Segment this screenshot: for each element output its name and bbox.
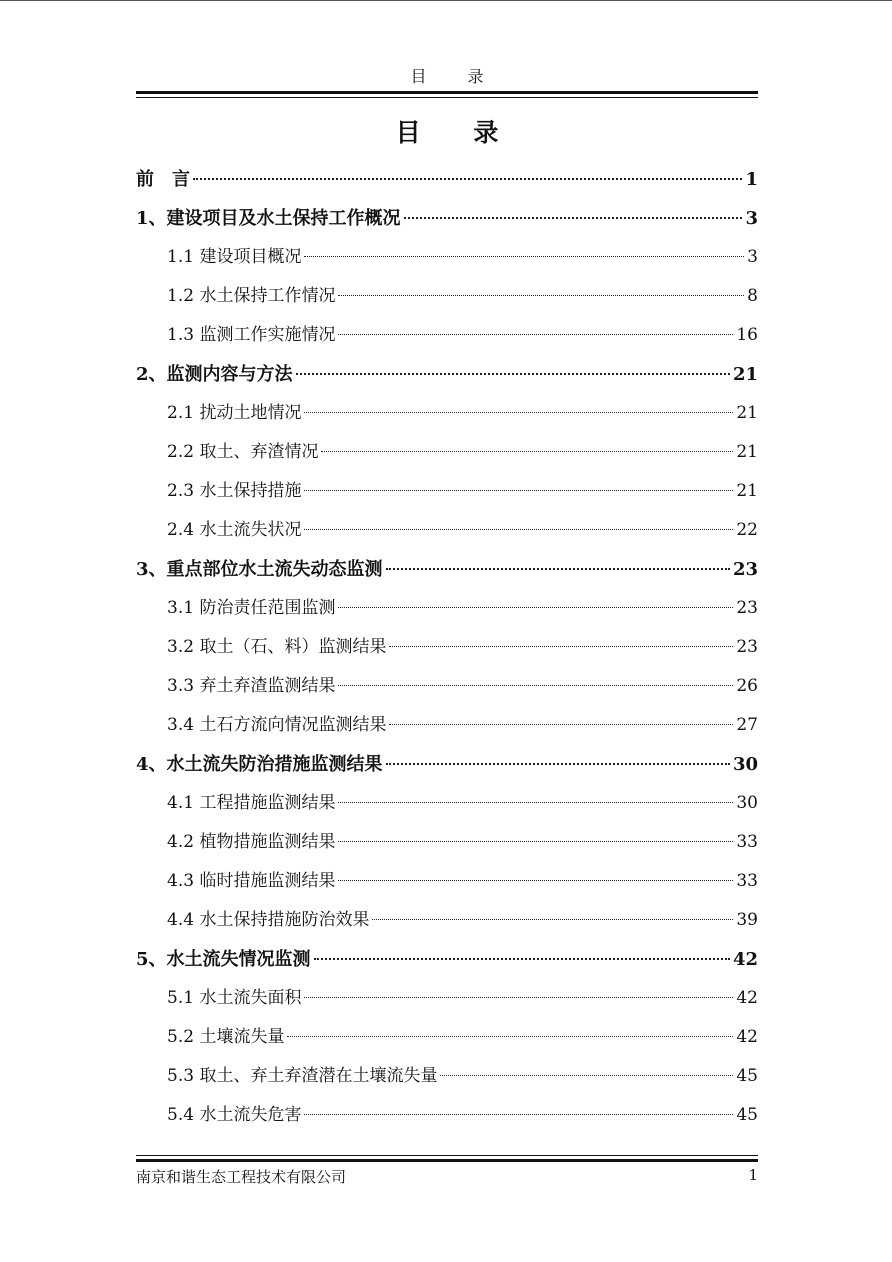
toc-entry-page: 22 (736, 520, 758, 540)
toc-dot-leader (287, 1036, 733, 1037)
toc-entry[interactable] (136, 667, 758, 706)
toc-dot-leader (304, 412, 733, 413)
toc-dot-leader (389, 724, 733, 725)
toc-entry-page: 23 (736, 598, 758, 618)
toc-dot-leader (338, 841, 733, 842)
toc-dot-leader (338, 685, 733, 686)
toc-entry[interactable] (136, 550, 758, 589)
toc-entry-page: 27 (736, 715, 758, 735)
toc-dot-leader (338, 295, 744, 296)
toc-entry-page: 23 (736, 637, 758, 657)
toc-entry-page: 30 (732, 754, 758, 775)
toc-dot-leader (338, 334, 733, 335)
toc-entry[interactable] (136, 394, 758, 433)
footer-rule-thin (136, 1155, 758, 1156)
toc-entry[interactable] (136, 823, 758, 862)
toc-dot-leader (389, 646, 733, 647)
toc-entry-label: 3.2 取土（石、料）监测结果 (167, 637, 387, 657)
toc-entry[interactable] (136, 745, 758, 784)
toc-entry-page: 30 (736, 793, 758, 813)
toc-dot-leader (321, 451, 733, 452)
toc-entry-page: 8 (747, 286, 758, 306)
page-top-border (0, 0, 892, 1)
toc-entry[interactable] (136, 784, 758, 823)
toc-dot-leader (304, 997, 733, 998)
toc-entry-page: 3 (747, 247, 758, 267)
toc-entry-page: 42 (732, 949, 758, 970)
table-of-contents (136, 160, 758, 1135)
toc-entry-page: 23 (732, 559, 758, 580)
toc-entry-label: 2.2 取土、弃渣情况 (167, 442, 319, 462)
toc-entry-label: 3.4 土石方流向情况监测结果 (167, 715, 387, 735)
toc-entry-label: 2.3 水土保持措施 (167, 481, 302, 501)
header-rule-thick (136, 91, 758, 94)
toc-entry[interactable] (136, 628, 758, 667)
toc-entry-label: 3.1 防治责任范围监测 (167, 598, 336, 618)
toc-entry-page: 26 (736, 676, 758, 696)
toc-entry-label: 4、水土流失防治措施监测结果 (136, 754, 383, 775)
toc-dot-leader (314, 958, 730, 960)
toc-dot-leader (304, 256, 744, 257)
toc-entry-label: 5.2 土壤流失量 (167, 1027, 285, 1047)
toc-entry-page: 21 (736, 442, 758, 462)
toc-entry[interactable] (136, 160, 758, 199)
toc-entry-label: 1、建设项目及水土保持工作概况 (136, 208, 401, 229)
toc-entry-page: 21 (736, 403, 758, 423)
toc-entry[interactable] (136, 433, 758, 472)
toc-entry[interactable] (136, 589, 758, 628)
page-title: 目 录 (395, 118, 521, 147)
toc-entry-page: 16 (736, 325, 758, 345)
toc-dot-leader (386, 763, 730, 765)
toc-entry-page: 39 (736, 910, 758, 930)
toc-dot-leader (404, 217, 743, 219)
footer-page-number: 1 (748, 1166, 758, 1184)
toc-entry-label: 4.2 植物措施监测结果 (167, 832, 336, 852)
toc-entry-label: 4.1 工程措施监测结果 (167, 793, 336, 813)
toc-entry[interactable] (136, 511, 758, 550)
toc-dot-leader (193, 178, 742, 180)
toc-entry-page: 45 (736, 1066, 758, 1086)
toc-dot-leader (304, 1114, 733, 1115)
toc-dot-leader (338, 607, 733, 608)
toc-dot-leader (338, 880, 733, 881)
toc-entry[interactable] (136, 277, 758, 316)
toc-entry-page: 42 (736, 988, 758, 1008)
toc-dot-leader (372, 919, 733, 920)
toc-entry-page: 21 (732, 364, 758, 385)
toc-entry-label: 5.1 水土流失面积 (167, 988, 302, 1008)
toc-entry[interactable] (136, 199, 758, 238)
toc-entry[interactable] (136, 238, 758, 277)
toc-entry[interactable] (136, 1057, 758, 1096)
toc-entry-page: 42 (736, 1027, 758, 1047)
toc-entry[interactable] (136, 1096, 758, 1135)
toc-entry-label: 1.2 水土保持工作情况 (167, 286, 336, 306)
toc-entry-label: 3、重点部位水土流失动态监测 (136, 559, 383, 580)
toc-entry-page: 33 (736, 832, 758, 852)
page-footer (136, 1166, 758, 1187)
toc-entry-label: 3.3 弃土弃渣监测结果 (167, 676, 336, 696)
toc-entry[interactable] (136, 979, 758, 1018)
toc-entry[interactable] (136, 355, 758, 394)
toc-entry-page: 21 (736, 481, 758, 501)
toc-dot-leader (296, 373, 730, 375)
toc-entry-page: 33 (736, 871, 758, 891)
toc-entry[interactable] (136, 706, 758, 745)
header-rule-thin (136, 97, 758, 98)
toc-entry-page: 3 (745, 208, 758, 229)
toc-entry-label: 前 言 (136, 169, 190, 190)
toc-entry-label: 2.1 扰动土地情况 (167, 403, 302, 423)
toc-entry-label: 1.1 建设项目概况 (167, 247, 302, 267)
toc-entry-label: 4.4 水土保持措施防治效果 (167, 910, 370, 930)
toc-dot-leader (338, 802, 733, 803)
toc-entry[interactable] (136, 862, 758, 901)
toc-entry[interactable] (136, 316, 758, 355)
toc-entry[interactable] (136, 901, 758, 940)
toc-entry[interactable] (136, 472, 758, 511)
toc-entry-label: 4.3 临时措施监测结果 (167, 871, 336, 891)
toc-entry-page: 1 (745, 169, 758, 190)
toc-entry-label: 1.3 监测工作实施情况 (167, 325, 336, 345)
toc-entry-label: 5、水土流失情况监测 (136, 949, 311, 970)
toc-entry-label: 2、监测内容与方法 (136, 364, 293, 385)
toc-entry-label: 5.4 水土流失危害 (167, 1105, 302, 1125)
toc-entry[interactable] (136, 940, 758, 979)
toc-dot-leader (386, 568, 730, 570)
toc-entry-label: 5.3 取土、弃土弃渣潜在土壤流失量 (167, 1066, 438, 1086)
toc-entry-page: 45 (736, 1105, 758, 1125)
toc-dot-leader (304, 529, 733, 530)
footer-company: 南京和谐生态工程技术有限公司 (136, 1168, 347, 1186)
toc-dot-leader (440, 1075, 733, 1076)
toc-entry[interactable] (136, 1018, 758, 1057)
footer-rule-thick (136, 1159, 758, 1162)
running-header: 目 录 (410, 67, 502, 86)
toc-entry-label: 2.4 水土流失状况 (167, 520, 302, 540)
toc-dot-leader (304, 490, 733, 491)
